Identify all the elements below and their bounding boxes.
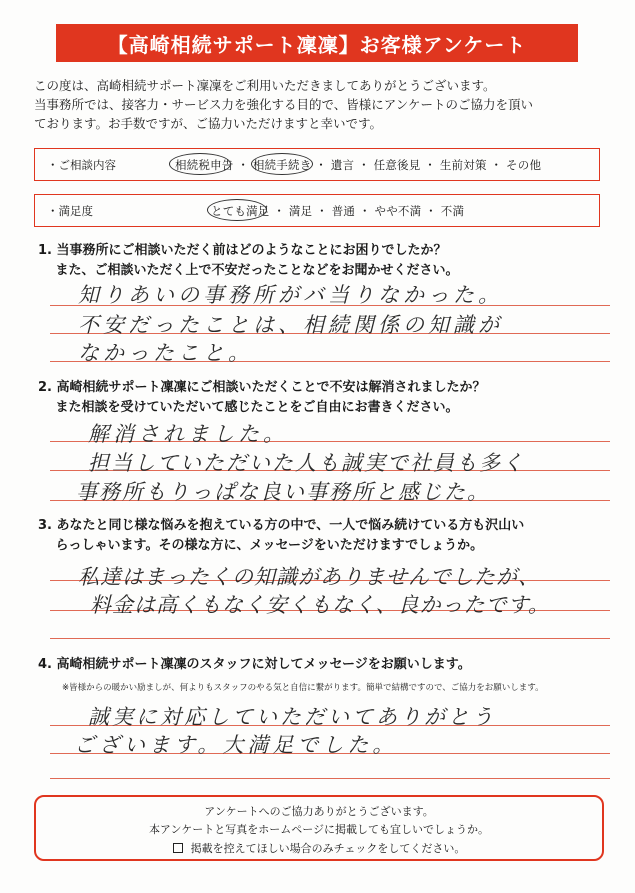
answer-line	[50, 638, 610, 639]
satisfaction-label: ・満足度	[47, 203, 93, 218]
consent-row	[36, 840, 602, 856]
handwritten-answer: 知りあいの事務所がバ当りなかった。	[78, 283, 503, 307]
handwritten-answer: 事務所もりっぱな良い事務所と感じた。	[76, 480, 490, 504]
question-text: 2. 高崎相続サポート凜凜にご相談いただくことで不安は解消されましたか？	[38, 380, 486, 395]
question-text: 3. あなたと同じ様な悩みを抱えている方の中で、一人で悩み続けている方も沢山い	[38, 518, 525, 533]
consent-box	[34, 795, 604, 861]
survey-title: 【高崎相続サポート凜凜】お客様アンケート	[56, 24, 578, 62]
satisfaction-options[interactable]: とても満足 ・ 満足 ・ 普通 ・ やや不満 ・ 不満	[211, 203, 465, 218]
handwritten-answer: なかったこと。	[78, 341, 253, 365]
consultation-box	[34, 148, 600, 181]
question-note: ※皆様からの暖かい励ましが、何よりもスタッフのやる気と自信に繋がります。簡単で結構ですので、ご協力をお願いします。	[62, 683, 544, 693]
consent-label: 掲載を控えてほしい場合のみチェックをしてください。	[190, 842, 466, 855]
question-text: 1. 当事務所にご相談いただく前はどのようなことにお困りでしたか？	[38, 243, 447, 258]
handwritten-answer: 料金は高くもなく安くもなく、良かったです。	[90, 593, 550, 617]
handwritten-answer: 担当していただいた人も誠実で社員も多く	[88, 451, 525, 475]
question-text: 4. 高崎相続サポート凜凜のスタッフに対してメッセージをお願いします。	[38, 657, 471, 672]
handwritten-answer: 不安だったことは、相続関係の知識が	[78, 313, 503, 337]
question-text: らっしゃいます。その様な方に、メッセージをいただけますでしょうか。	[38, 538, 484, 553]
answer-line	[50, 778, 610, 779]
handwritten-answer: ございます。大満足でした。	[74, 733, 398, 757]
consultation-label: ・ご相談内容	[47, 157, 116, 172]
consent-checkbox[interactable]	[173, 843, 183, 853]
handwritten-answer: 解消されました。	[88, 422, 288, 446]
satisfaction-box	[34, 194, 600, 227]
intro-line: 当事務所では、接客力・サービス力を強化する目的で、皆様にアンケートのご協力を頂い	[34, 97, 534, 112]
intro-line: この度は、高崎相続サポート凜凜をご利用いただきましてありがとうございます。	[34, 78, 496, 93]
footer-thanks: アンケートへのご協力ありがとうございます。	[204, 805, 434, 818]
handwritten-answer: 誠実に対応していただいてありがとう	[88, 705, 496, 729]
question-text: また相談を受けていただいて感じたことをご自由にお書きください。	[38, 400, 459, 415]
question-text: また、ご相談いただく上で不安だったことなどをお聞かせください。	[38, 263, 459, 278]
question-4	[38, 655, 608, 675]
footer-question: 本アンケートと写真をホームページに掲載しても宜しいでしょうか。	[148, 823, 490, 836]
question-1	[38, 241, 608, 281]
intro-text	[34, 76, 604, 133]
intro-line: ております。お手数ですが、ご協力いただけますと幸いです。	[34, 116, 383, 131]
handwritten-answer: 私達はまったくの知識がありませんでしたが、	[78, 565, 540, 589]
question-3	[38, 516, 608, 556]
question-2	[38, 378, 608, 418]
consultation-options[interactable]: 相続税申告 ・ 相続手続き ・ 遺言 ・ 任意後見 ・ 生前対策 ・ その他	[175, 157, 542, 172]
